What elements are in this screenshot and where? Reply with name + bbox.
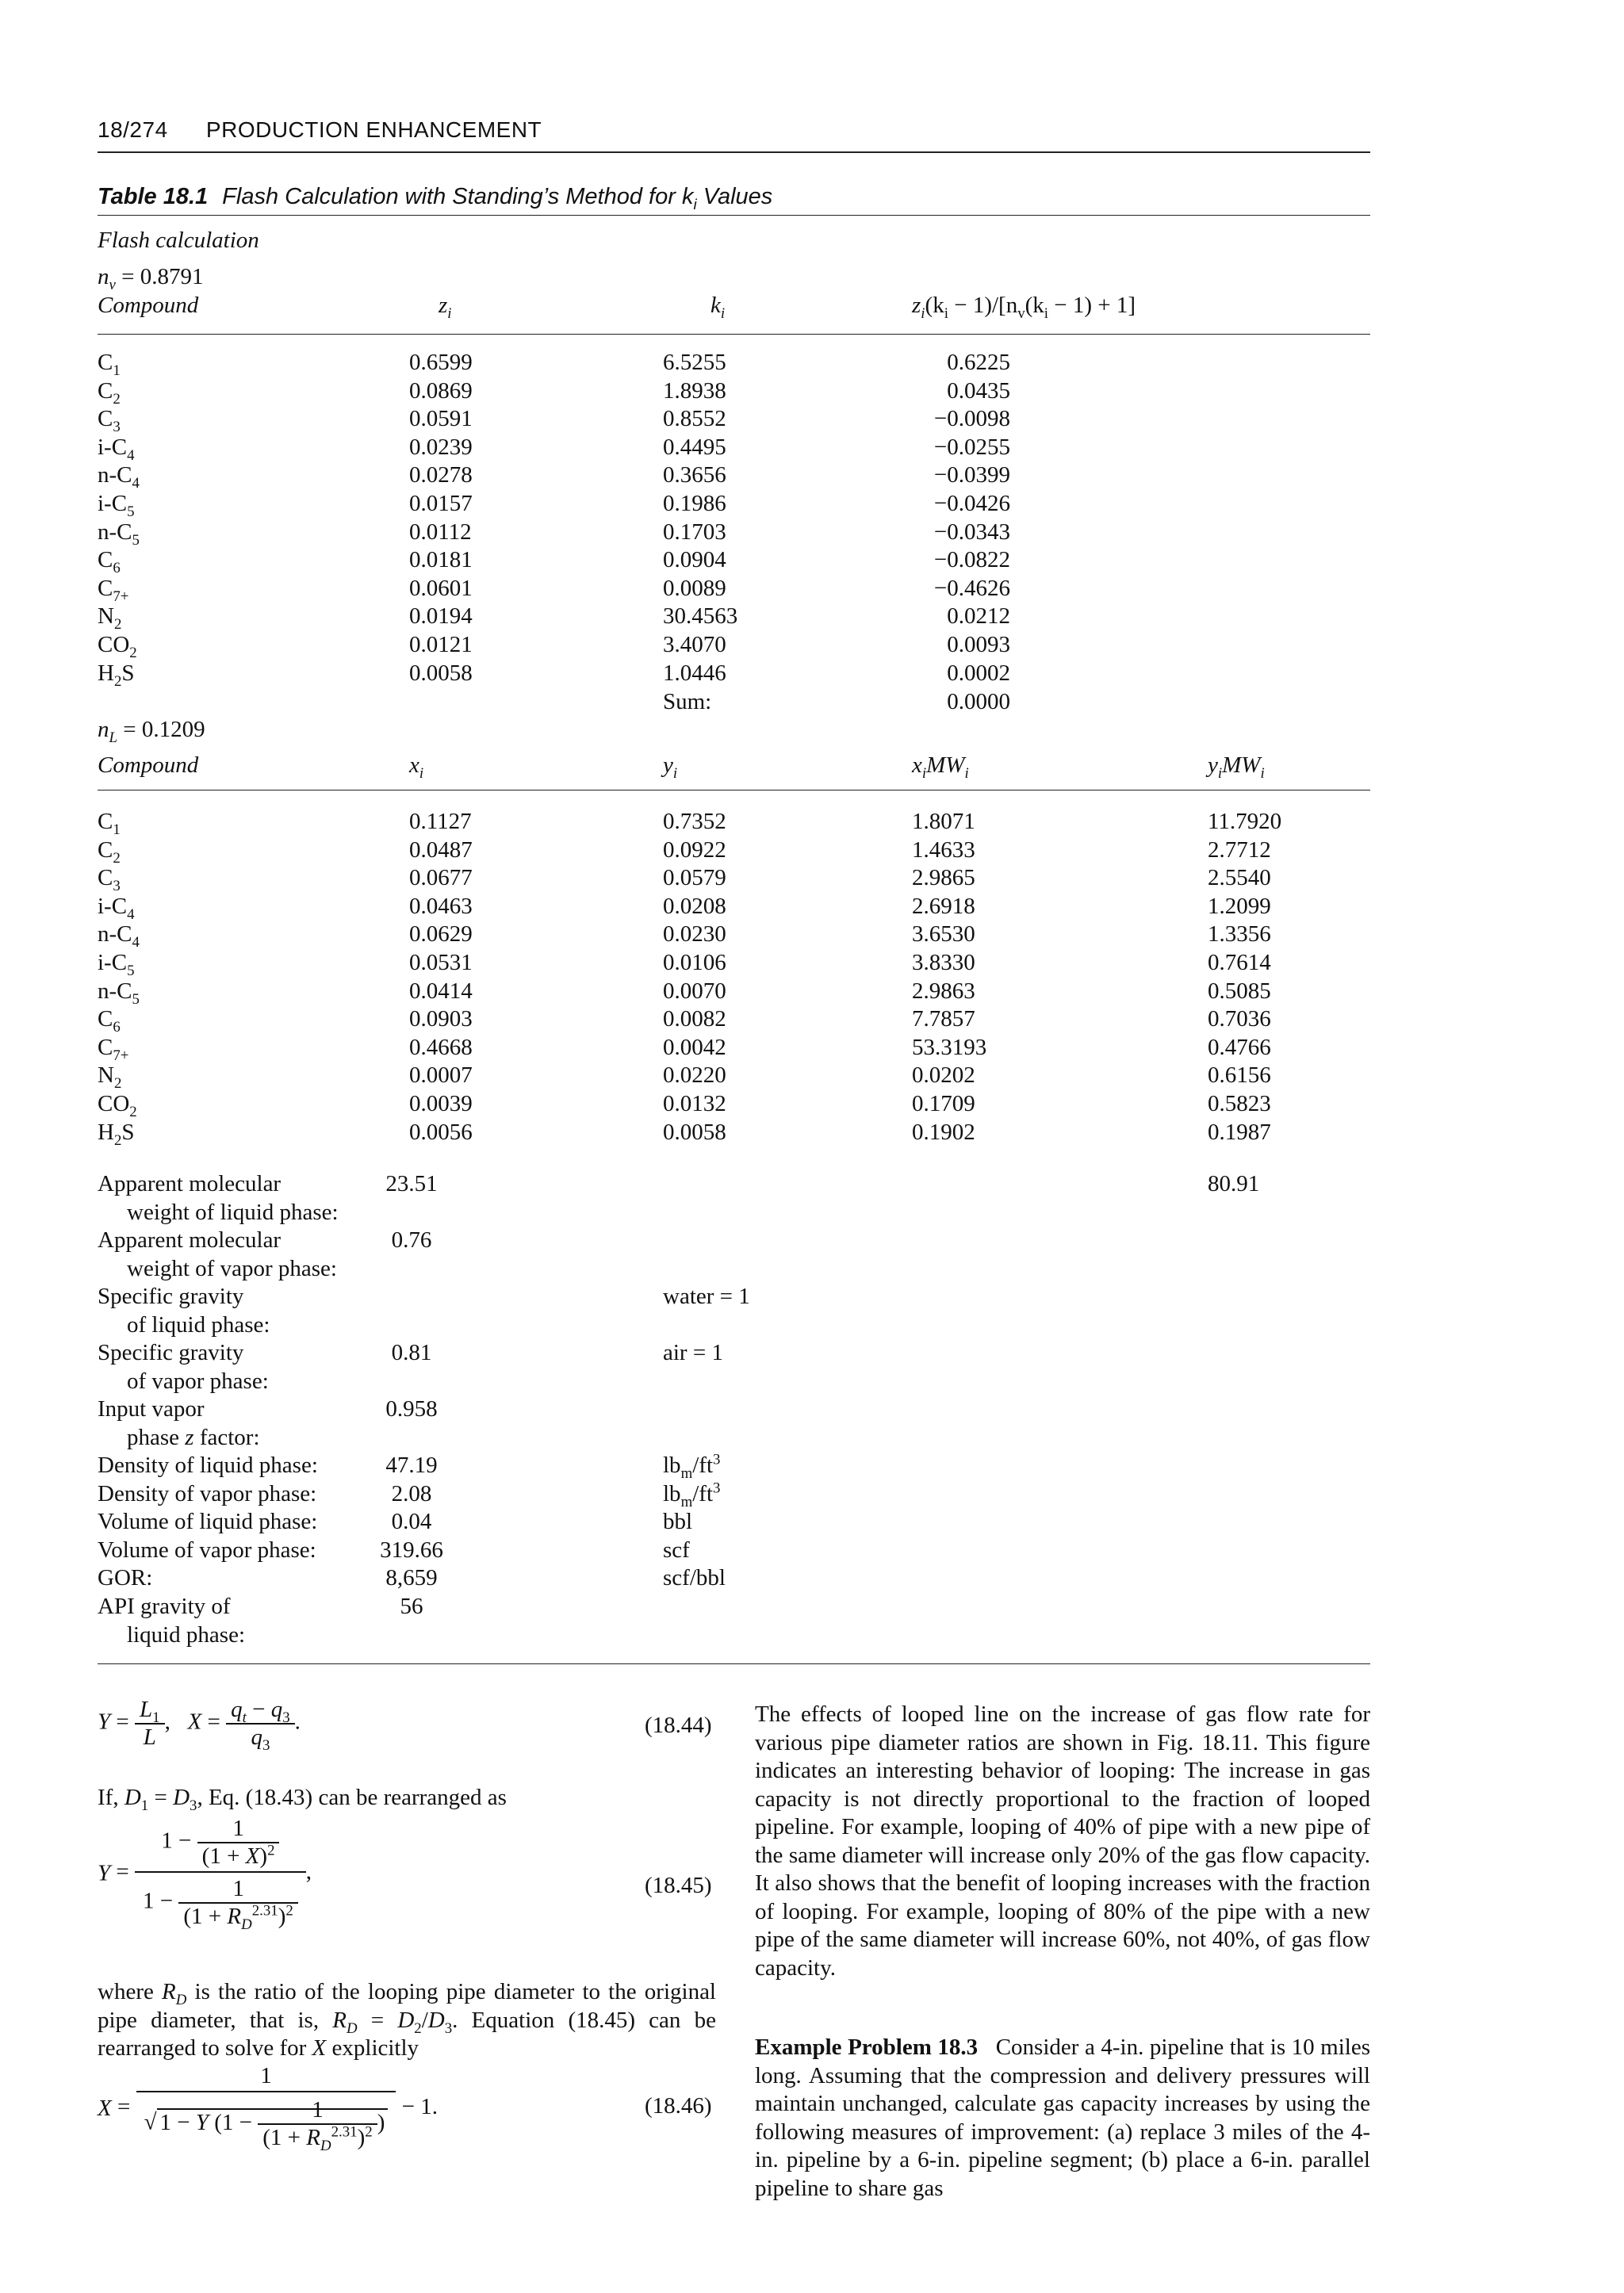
sum-label: Sum: [663,689,712,714]
comp-yi: 0.0230 [663,921,726,947]
comp-xi: 0.0677 [409,865,473,891]
eq-number-18-46: (18.46) [645,2093,712,2119]
prop-unit: bbl [663,1509,693,1535]
caption-sub: i [693,195,697,212]
prop-label: API gravity of [98,1594,231,1619]
prop-label: Volume of vapor phase: [98,1537,316,1563]
flash-term: −0.0343 [933,519,1010,545]
flash-ki: 0.3656 [663,462,726,488]
flash-compound: $i-C_5$ [98,491,135,520]
table-bottom-rule [98,1663,1370,1664]
comp-yimw: 1.3356 [1208,921,1271,947]
flash-header-compound: Compound [98,293,199,318]
comp-compound: $i-C_5$ [98,950,135,979]
flash-ki: 1.8938 [663,377,726,404]
flash-zi: 0.6599 [409,350,473,375]
flash-zi: 0.0121 [409,632,473,657]
comp-xi: 0.4668 [409,1034,473,1060]
prop-unit: $lb_m/ft^3$ [663,1451,721,1482]
comp-yi: 0.0220 [663,1062,726,1089]
flash-term: 0.0093 [947,632,1010,657]
flash-zi: 0.0239 [409,434,473,460]
flash-ki: 0.8552 [663,406,726,432]
prop-label-cont: weight of liquid phase: [127,1199,339,1225]
example-text: Consider a 4-in. pipeline that is 10 miles long. Assuming that the compression and delivery pressures will maintain unchanged, calculate gas capacity increases by using the following measures of improvement: (a) replace 3 miles of the 4-in. pipeline by a 6-in. pipeline segment; (b) place a 6-in. parallel pipeline to share gas [755,2035,1371,2201]
comp-yi: 0.0132 [663,1091,726,1116]
table-caption [98,184,772,210]
table-label: Table 18.1 [98,184,209,209]
flash-header-zi: $z_i$ [439,293,452,322]
comp-ximw: 3.6530 [912,921,975,947]
flash-ki: 3.4070 [663,632,726,657]
prop-value: 2.08 [391,1480,432,1506]
flash-zi: 0.0278 [409,462,473,488]
caption-text: Flash Calculation with Standing’s Method for k [222,184,694,209]
prop-value: 8,659 [385,1565,438,1591]
caption-tail: Values [696,184,773,209]
prop-label: Specific gravity [98,1340,244,1365]
flash-compound: $CO_2$ [98,632,137,661]
flash-term: 0.0212 [947,603,1010,630]
prop-label-cont: liquid phase: [127,1621,246,1648]
flash-compound: $C_{7+}$ [98,575,129,605]
flash-ki: 6.5255 [663,350,726,375]
comp-ximw: 0.1709 [912,1091,975,1116]
comp-yimw: 0.7614 [1208,950,1271,975]
prop-value: 0.81 [391,1340,432,1365]
flash-ki: 1.0446 [663,660,726,686]
flash-ki: 30.4563 [663,603,738,630]
comp-ximw: 0.0202 [912,1062,975,1089]
prop-label-cont: of vapor phase: [127,1368,269,1394]
comp-header-ximw: $x_iMW_i$ [912,752,969,782]
comp-compound: $H_2S$ [98,1119,135,1149]
comp-xi: 0.0903 [409,1006,473,1032]
flash-term: −0.0098 [933,406,1010,432]
comp-ximw: 1.8071 [912,809,975,834]
prop-label: Input vapor [98,1396,205,1422]
comp-xi: 0.1127 [409,809,472,834]
comp-header-yi: $y_i$ [663,752,678,782]
comp-xi: 0.0629 [409,921,473,947]
prop-label: Volume of liquid phase: [98,1509,318,1535]
comp-yi: 0.0042 [663,1034,726,1060]
flash-term: −0.0255 [933,434,1010,460]
flash-header-rule [98,334,1370,335]
comp-compound: $C_6$ [98,1006,121,1035]
eq-number-18-45: (18.45) [645,1873,712,1898]
prop-value: 0.958 [385,1396,438,1422]
prop-value: 0.76 [391,1227,432,1253]
flash-zi: 0.0591 [409,406,473,432]
prop-value: 0.04 [391,1509,432,1535]
comp-yi: 0.0058 [663,1119,726,1145]
running-title: PRODUCTION ENHANCEMENT [205,117,542,142]
comp-compound: $N_2$ [98,1062,122,1093]
flash-compound: $N_2$ [98,603,122,634]
comp-yimw: 2.7712 [1208,836,1271,863]
flash-zi: 0.0869 [409,377,473,404]
comp-header-compound: Compound [98,752,199,778]
flash-term: 0.0002 [947,660,1010,686]
flash-ki: 0.4495 [663,434,726,460]
comp-header-xi: $x_i$ [409,752,424,782]
prop-label-cont: weight of vapor phase: [127,1255,337,1281]
flash-term: −0.0426 [933,491,1010,516]
prop-label: Apparent molecular [98,1227,282,1253]
flash-compound: $i-C_4$ [98,434,135,464]
equation-18-45: Y = 1 − $\frac{1}{(1 + X)^2}$ 1 − $\frac{1}{(1 + R_D^{2.31})^2}$ , [98,1816,312,1933]
comp-xi: 0.0463 [409,893,473,919]
comp-ximw: 3.8330 [912,950,975,975]
comp-xi: 0.0414 [409,978,473,1004]
flash-ki: 0.0904 [663,547,726,573]
flash-term: 0.6225 [947,350,1010,375]
comp-yimw: 1.2099 [1208,893,1271,919]
comp-xi: 0.0056 [409,1119,473,1145]
prop-unit: scf [663,1537,690,1563]
comp-xi: 0.0487 [409,836,473,863]
prop-label-cont: of liquid phase: [127,1311,270,1338]
comp-compound: $C_3$ [98,865,121,894]
prop-right-value: 80.91 [1208,1171,1260,1196]
flash-term: −0.4626 [933,575,1010,601]
flash-zi: 0.0112 [409,519,472,545]
prop-label: Apparent molecular [98,1171,282,1196]
comp-yi: 0.0106 [663,950,726,975]
flash-zi: 0.0194 [409,603,473,630]
nv-line: $n_v = 0.8791$ [98,264,204,293]
flash-ki: 0.1703 [663,519,726,545]
flash-compound: $C_3$ [98,406,121,435]
comp-compound: $C_2$ [98,836,121,867]
prop-label: Specific gravity [98,1284,244,1309]
flash-compound: $C_1$ [98,350,121,379]
comp-compound: $C_{7+}$ [98,1034,129,1064]
flash-zi: 0.0181 [409,547,473,573]
left-paragraph-2: where $R_D$ is the ratio of the looping pipe diameter to the original pipe diameter, that is, $R_D = D_2/D_3$. Equation (18.45) can be rearranged to solve for X explicitly [98,1979,716,2061]
prop-value: 56 [400,1594,423,1619]
comp-ximw: 2.9863 [912,978,975,1004]
left-paragraph-1: If, $D_1 = D_3$, Eq. (18.43) can be rearranged as [98,1785,507,1814]
example-problem [755,2034,1370,2203]
prop-label-cont: phase z factor: [127,1424,260,1450]
flash-header-ki: $k_i$ [710,293,726,322]
flash-term: 0.0435 [947,377,1010,404]
prop-unit: $lb_m/ft^3$ [663,1479,721,1510]
comp-yi: 0.0579 [663,865,726,891]
nl-line: $n_L = 0.1209$ [98,717,205,746]
comp-yi: 0.0082 [663,1006,726,1032]
comp-yimw: 0.7036 [1208,1006,1271,1032]
comp-ximw: 1.4633 [912,836,975,863]
sum-value: 0.0000 [947,689,1010,714]
running-header [98,117,542,143]
comp-yimw: 2.5540 [1208,865,1271,891]
flash-zi: 0.0058 [409,660,473,686]
example-label: Example Problem 18.3 [755,2035,979,2060]
flash-compound: $n-C_4$ [98,462,140,492]
comp-ximw: 2.9865 [912,865,975,891]
comp-yimw: 0.5823 [1208,1091,1271,1116]
comp-yi: 0.7352 [663,809,726,834]
equation-18-46: X = 1 √ 1 − Y (1 − $\frac{1}{(1 + R_D^{2.31})^2}$ ) − 1. [98,2063,438,2154]
comp-ximw: 53.3193 [912,1034,987,1060]
comp-compound: $n-C_5$ [98,978,140,1008]
prop-value: 47.19 [385,1453,438,1478]
eq-number-18-44: (18.44) [645,1713,712,1738]
comp-yi: 0.0208 [663,893,726,919]
comp-compound: $i-C_4$ [98,893,135,923]
comp-yimw: 0.6156 [1208,1062,1271,1089]
section-label: Flash calculation [98,228,259,253]
prop-value: 23.51 [385,1171,438,1196]
flash-header-expr: $z_i(k_i - 1)/[n_v(k_i - 1) + 1]$ [912,293,1136,322]
flash-compound: $C_6$ [98,547,121,576]
comp-compound: $n-C_4$ [98,921,140,951]
comp-header-yimw: $y_iMW_i$ [1208,752,1265,782]
comp-yimw: 0.1987 [1208,1119,1271,1145]
flash-term: −0.0822 [933,547,1010,573]
flash-ki: 0.0089 [663,575,726,601]
prop-value: 319.66 [380,1537,443,1563]
comp-yimw: 0.5085 [1208,978,1271,1004]
flash-compound: $H_2S$ [98,660,135,690]
prop-label: Density of vapor phase: [98,1480,317,1506]
comp-xi: 0.0007 [409,1062,473,1089]
flash-zi: 0.0157 [409,491,473,516]
flash-term: −0.0399 [933,462,1010,488]
prop-unit: scf/bbl [663,1565,726,1591]
comp-yi: 0.0922 [663,836,726,863]
comp-yimw: 11.7920 [1208,809,1282,834]
comp-compound: $C_1$ [98,809,121,838]
prop-label: GOR: [98,1565,153,1591]
page-number: 18/274 [98,117,168,142]
comp-xi: 0.0531 [409,950,473,975]
comp-compound: $CO_2$ [98,1091,137,1120]
prop-unit: air = 1 [663,1340,723,1365]
prop-unit: water = 1 [663,1284,750,1309]
table-top-rule [98,215,1370,216]
comp-yi: 0.0070 [663,978,726,1004]
flash-zi: 0.0601 [409,575,473,601]
comp-yimw: 0.4766 [1208,1034,1271,1060]
flash-compound: $C_2$ [98,377,121,408]
comp-xi: 0.0039 [409,1091,473,1116]
comp-ximw: 7.7857 [912,1006,975,1032]
comp-ximw: 0.1902 [912,1119,975,1145]
flash-ki: 0.1986 [663,491,726,516]
header-rule [98,151,1370,153]
comp-ximw: 2.6918 [912,893,975,919]
flash-compound: $n-C_5$ [98,519,140,549]
prop-label: Density of liquid phase: [98,1453,318,1478]
equation-18-44: Y = $\frac{L_1}{L}$ , X = $\frac{q_t - q_3}{q_3}$ . [98,1697,301,1754]
right-paragraph-1: The effects of looped line on the increase of gas flow rate for various pipe diameter ratios are shown in Fig. 18.11. This figure indicates an interesting behavior of looping: The increase in gas capacity is not directly proportional to the fraction of looped pipeline. For example, looping of 40% of pipe with a new pipe of the same diameter will increase only 20% of the gas flow capacity. It also shows that the benefit of looping increases with the fraction of looping. For example, looping of 80% of the pipe with a new pipe of the same diameter will increase 60%, not 40%, of gas flow capacity. [755,1702,1370,1981]
